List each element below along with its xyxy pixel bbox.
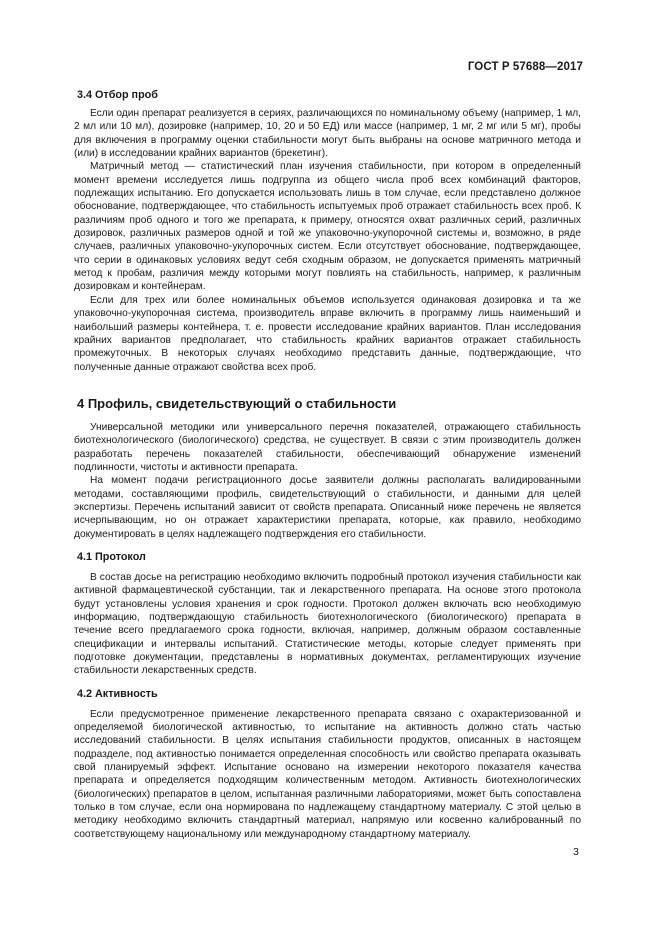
paragraph: Если предусмотренное применение лекарственного препарата связано с охарактеризованной и определяемой биологической активностью, то испытание на активность должно стать частью исследований стабильности. В целях испытания стабильности продуктов, описанных в настоящем подразделе, под активностью понимается определенная способность или свойство препарата оказывать свой планируемый эффект. Испытание основано на измерении некоторого показателя качества препарата и определяется подходящим количественным методом. Активность биотехнологических (биологических) препаратов в целом, испытанная различными лабораториями, может быть сопоставлена только в том случае, если она нормирована по надлежащему стандартному материалу. С этой целью в методику необходимо включить стандартный материал, напрямую или косвенно калиброванный по соответствующему национальному или международному стандартному материалу. bbox=[74, 708, 581, 840]
page-number: 3 bbox=[573, 846, 579, 858]
section-heading-4-1: 4.1 Протокол bbox=[77, 550, 146, 563]
section-heading-4-2: 4.2 Активность bbox=[77, 687, 158, 700]
paragraph: Универсальной методики или универсального перечня показателей, отражающего стабильность биотехнологического (биологического) средства, не существует. В связи с этим производитель должен разработать перечень показателей стабильности, обеспечивающий обнаружение изменений подлинности, чистоты и активности препарата. bbox=[74, 421, 581, 473]
paragraph: Если для трех или более номинальных объемов используется одинаковая дозировка и та же упаковочно-укупорочная система, производитель вправе включить в программу лишь наименьший и наибольший размеры контейнера, т. е. провести исследование крайних вариантов. План исследования крайних вариантов предполагает, что стабильность крайних вариантов отражает стабильность промежуточных. В некоторых случаях необходимо представить данные, подтверждающие, что полученные данные отражают свойства всех проб. bbox=[74, 294, 581, 373]
section-heading-4: 4 Профиль, свидетельствующий о стабильности bbox=[77, 395, 397, 411]
paragraph: На момент подачи регистрационного досье заявители должны располагать валидированными методами, составляющими профиль, свидетельствующий о стабильности, и данными для целей экспертизы. Перечень испытаний зависит от свойств препарата. Описанный ниже перечень не является исчерпывающим, но он отражает характеристики препарата, которые, как правило, необходимо документировать в целях надлежащего подтверждения его стабильности. bbox=[74, 475, 581, 540]
section-heading-3-4: 3.4 Отбор проб bbox=[77, 89, 158, 101]
paragraph: Если один препарат реализуется в сериях, различающихся по номинальному объему (например, 1 мл, 2 мл или 10 мл), дозировке (например, 10, 20 и 50 ЕД) или массе (например, 1 мг, 2 мг или 5 мг), пробы для включения в программу оценки стабильности могут быть выбраны на основе матричного метода и (или) в исследовании крайних вариантов (брекетинг). bbox=[74, 108, 581, 160]
document-standard-id: ГОСТ Р 57688—2017 bbox=[467, 61, 583, 73]
paragraph: В состав досье на регистрацию необходимо включить подробный протокол изучения стабильности как активной фармацевтической субстанции, так и лекарственного препарата. На основе этого протокола будут установлены условия хранения и срок годности. Протокол должен включать всю необходимую информацию, подтверждающую стабильность биотехнологического (биологического) препарата в течение всего предлагаемого срока годности, включая, например, должным образом составленные спецификации и интервалы испытаний. Статистические методы, которые следует применять при подготовке документации, представлены в нормативных документах, регламентирующих изучение стабильности лекарственных средств. bbox=[74, 571, 581, 677]
paragraph: Матричный метод — статистический план изучения стабильности, при котором в определенный момент времени исследуется лишь подгруппа из общего числа проб всех комбинаций факторов, подлежащих испытанию. Его допускается использовать лишь в том случае, если представлено должное обоснование, подтверждающее, что стабильность испытуемых проб отражает стабильность всех проб. К различиям проб одного и того же препарата, к примеру, относятся охват различных серий, различных дозировок, различных размеров одной и той же упаковочно-укупорочной системы и, возможно, в ряде случаев, различных упаковочно-укупорочных систем. Если отсутствует обоснование, подтверждающее, что серии в одинаковых условиях ведут себя сходным образом, не допускается применять матричный метод к пробам, различия между которыми могут повлиять на стабильность, например, к различным дозировкам и контейнерам. bbox=[74, 161, 581, 293]
document-body bbox=[74, 88, 581, 841]
